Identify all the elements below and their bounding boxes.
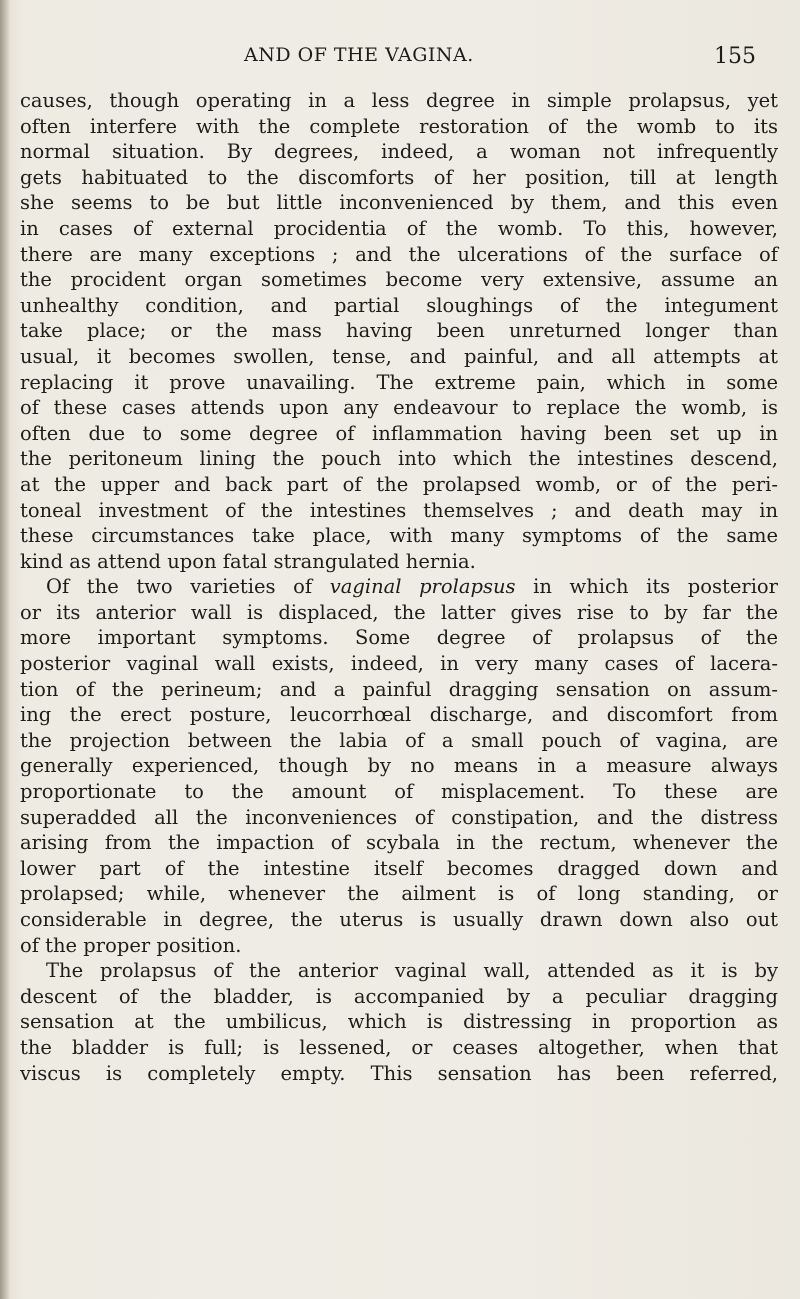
text-line: generally experienced, though by no means in a measure always <box>20 754 778 778</box>
text-line: lower part of the intestine itself becomes dragged down and <box>20 856 778 880</box>
text-line: superadded all the inconveniences of constipation, and the distress <box>20 805 778 829</box>
text-line: considerable in degree, the uterus is usually drawn down also out <box>20 908 778 931</box>
text-line: descent of the bladder, is accompanied by a peculiar dragging <box>20 984 778 1008</box>
paragraph-2 <box>20 574 778 958</box>
page-gutter-shadow <box>0 0 10 1299</box>
text-line: often interfere with the complete restoration of the womb to its <box>20 114 778 138</box>
text-line: these circumstances take place, with many symptoms of the same <box>20 524 778 548</box>
text-line: the procident organ sometimes become very extensive, assume an <box>20 268 778 292</box>
text-line: more important symptoms. Some degree of prolapsus of the <box>20 626 778 650</box>
text-line: there are many exceptions ; and the ulcerations of the surface of <box>20 242 778 266</box>
text-line: usual, it becomes swollen, tense, and painful, and all attempts at <box>20 344 778 368</box>
text-line: posterior vaginal wall exists, indeed, in very many cases of lacera- <box>20 652 778 676</box>
body-text <box>20 88 778 1086</box>
text-line: sensation at the umbilicus, which is distressing in proportion as <box>20 1010 778 1034</box>
text-line: proportionate to the amount of misplacement. To these are <box>20 780 778 804</box>
text-line: in cases of external procidentia of the womb. To this, however, <box>20 216 778 240</box>
text-line: toneal investment of the intestines themselves ; and death may in <box>20 498 778 522</box>
text-line: she seems to be but little inconvenienced by them, and this even <box>20 191 778 215</box>
text-line: take place; or the mass having been unreturned longer than <box>20 319 778 343</box>
text-line: the peritoneum lining the pouch into which the intestines descend, <box>20 447 778 471</box>
text-line: of these cases attends upon any endeavour to replace the womb, is <box>20 396 778 420</box>
text-line: or its anterior wall is displaced, the latter gives rise to by far the <box>20 600 778 624</box>
running-head-title: AND OF THE VAGINA. <box>244 44 474 66</box>
running-head <box>0 44 800 74</box>
text-line: at the upper and back part of the prolapsed womb, or of the peri- <box>20 472 778 496</box>
text-line: of the proper position. <box>20 933 242 957</box>
text-line: the bladder is full; is lessened, or ceases altogether, when that <box>20 1035 778 1059</box>
text-line: gets habituated to the discomforts of her position, till at length <box>20 165 778 189</box>
italic-term: vaginal prolapsus <box>329 575 516 599</box>
text-line: replacing it prove unavailing. The extreme pain, which in some <box>20 370 778 394</box>
paragraph-1 <box>20 88 778 574</box>
text-line: The prolapsus of the anterior vaginal wall, attended as it is by <box>46 959 778 983</box>
text-line: normal situation. By degrees, indeed, a woman not infrequently <box>20 140 778 164</box>
text-line: Of the two varieties of vaginal prolapsus in which its posterior <box>46 575 778 599</box>
text-line: tion of the perineum; and a painful dragging sensation on assum- <box>20 677 778 701</box>
text-line: kind as attend upon fatal strangulated hernia. <box>20 549 476 573</box>
paragraph-3 <box>20 958 778 1086</box>
text-line: ing the erect posture, leucorrhœal discharge, and discomfort from <box>20 703 778 727</box>
text-line: viscus is completely empty. This sensation has been referred, <box>20 1061 778 1085</box>
text-line: prolapsed; while, whenever the ailment is of long standing, or <box>20 882 778 906</box>
text-line: often due to some degree of inflammation having been set up in <box>20 421 778 445</box>
text-line: causes, though operating in a less degree in simple prolapsus, yet <box>20 89 778 112</box>
page-number: 155 <box>714 44 756 69</box>
text-line: the projection between the labia of a small pouch of vagina, are <box>20 728 778 752</box>
text-line: arising from the impaction of scybala in the rectum, whenever the <box>20 831 778 855</box>
text-line: unhealthy condition, and partial sloughings of the integument <box>20 293 778 317</box>
